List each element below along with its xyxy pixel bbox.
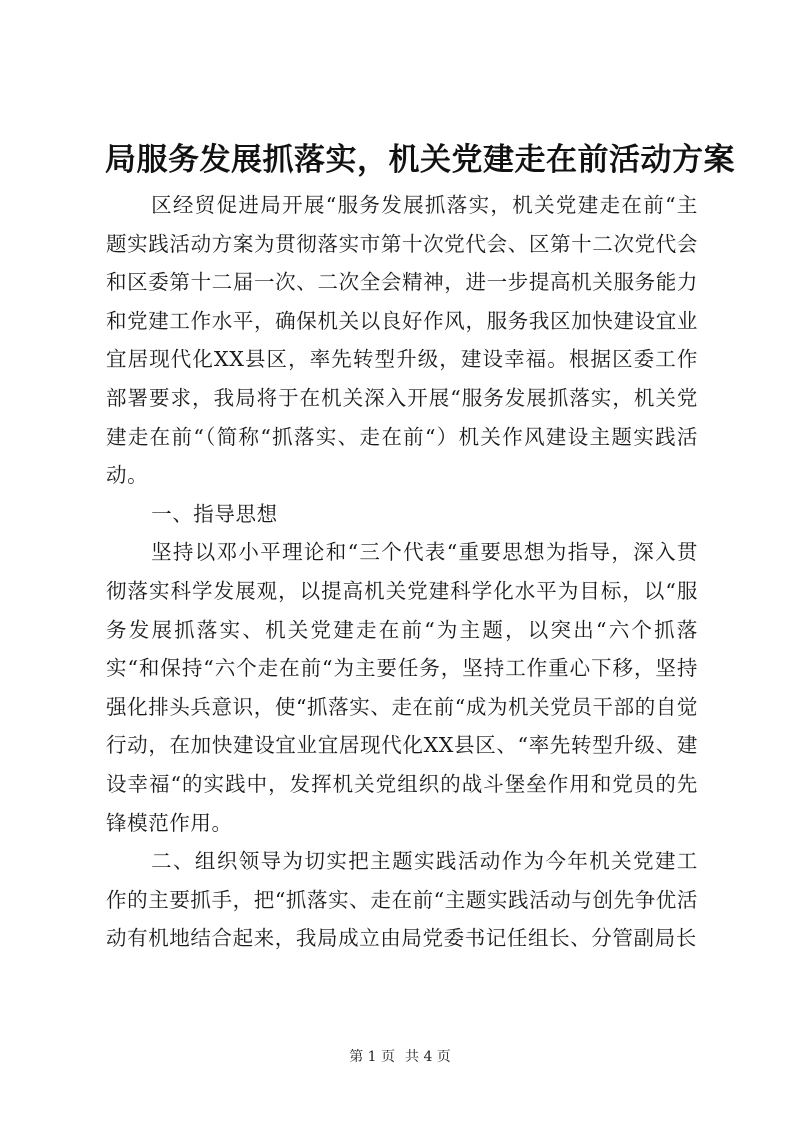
intro-paragraph: 区经贸促进局开展“服务发展抓落实，机关党建走在前“主题实践活动方案为贯彻落实市第十次党代会、区第十二次党代会和区委第十二届一次、二次全会精神，进一步提高机关服务能力和党建工作水平，确保机关以良好作风，服务我区加快建设宜业宜居现代化XX县区，率先转型升级，建设幸福。根据区委工作部署要求，我局将于在机关深入开展“服务发展抓落实，机关党建走在前“（简称“抓落实、走在前“）机关作风建设主题实践活动。: [106, 193, 698, 488]
page-footer: [0, 1047, 800, 1067]
section-heading-guiding-ideology: 一、指导思想: [151, 501, 278, 526]
guiding-ideology-paragraph: 坚持以邓小平理论和“三个代表“重要思想为指导，深入贯彻落实科学发展观，以提高机关党建科学化水平为目标，以“服务发展抓落实、机关党建走在前“为主题，以突出“六个抓落实“和保持“六个走在前“为主要任务，坚持工作重心下移，坚持强化排头兵意识，使“抓落实、走在前“成为机关党员干部的自觉行动，在加快建设宜业宜居现代化XX县区、“率先转型升级、建设幸福“的实践中，发挥机关党组织的战斗堡垒作用和党员的先锋模范作用。: [106, 540, 698, 835]
organization-leadership-paragraph: 二、组织领导为切实把主题实践活动作为今年机关党建工作的主要抓手，把“抓落实、走在前“主题实践活动与创先争优活动有机地结合起来，我局成立由局党委书记任组长、分管副局长: [106, 849, 698, 951]
document-title: 局服务发展抓落实，机关党建走在前活动方案: [105, 142, 735, 178]
page-total: 共 4 页: [405, 1049, 451, 1065]
page-number: 第 1 页: [349, 1049, 395, 1065]
document-body: [106, 186, 698, 958]
